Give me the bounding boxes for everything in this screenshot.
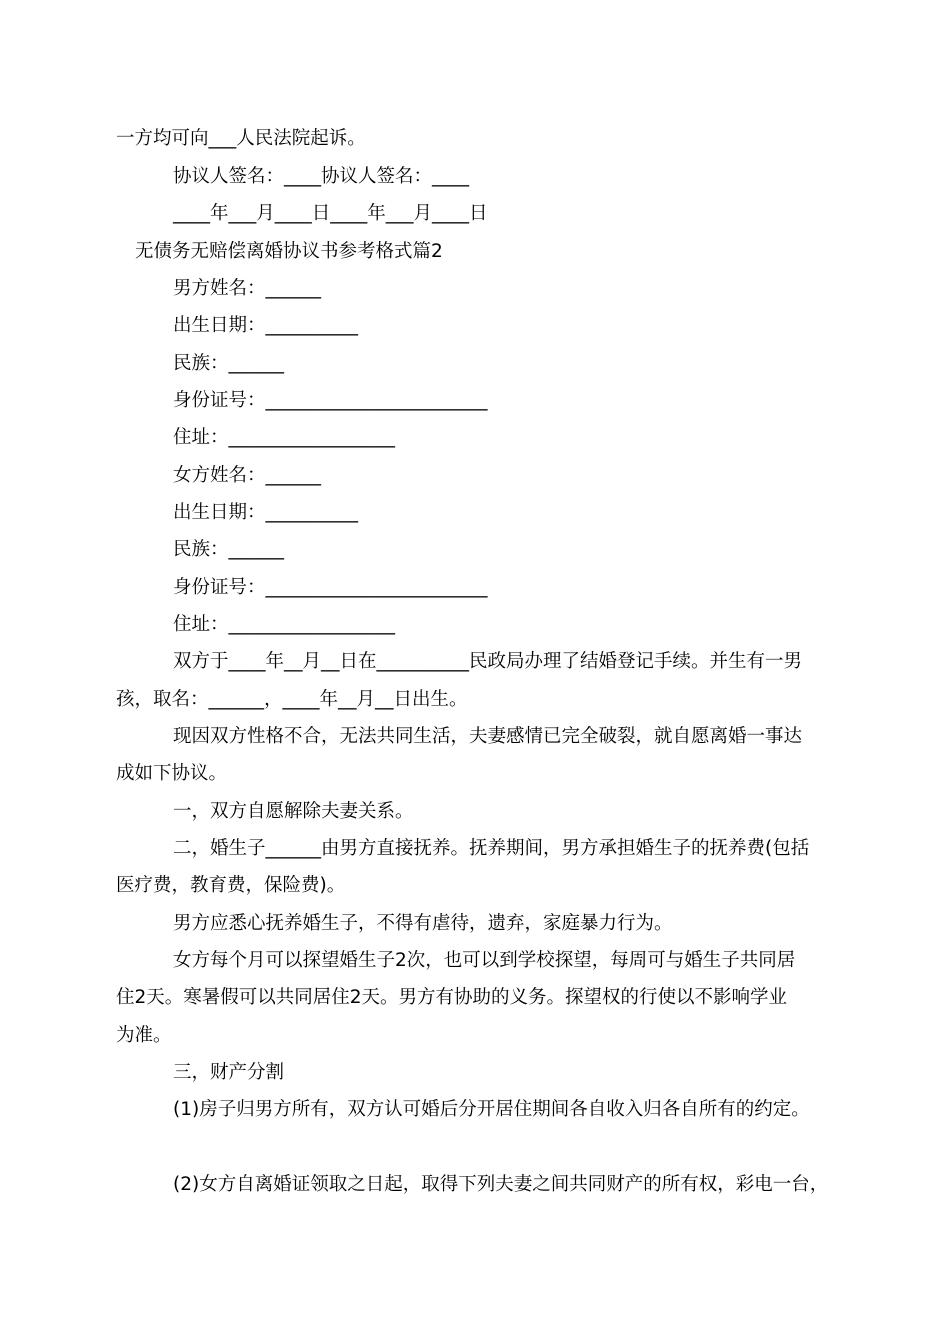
- paragraph-line: 医疗费，教育费，保险费)。: [116, 875, 346, 896]
- date-line: ____年___月____日____年___月____日: [173, 203, 488, 224]
- paragraph-line: 现因双方性格不合，无法共同生活，夫妻感情已完全破裂，就自愿离婚一事达: [173, 726, 803, 747]
- paragraph-line: 女方每个月可以探望婚生子2次，也可以到学校探望，每周可与婚生子共同居: [173, 950, 796, 971]
- paragraph-line: 男方应悉心抚养婚生子，不得有虐待，遗弃，家庭暴力行为。: [173, 913, 673, 934]
- paragraph-line: (2)女方自离婚证领取之日起，取得下列夫妻之间共同财产的所有权，彩电一台，: [173, 1174, 829, 1195]
- signature-line: 协议人签名：____协议人签名：____: [173, 166, 470, 187]
- paragraph-line: 住2天。寒暑假可以共同居住2天。男方有协助的义务。探望权的行使以不影响学业: [116, 987, 788, 1008]
- paragraph-line: 双方于____年__月__日在__________民政局办理了结婚登记手续。并生有一男: [173, 651, 803, 672]
- field-male-id-number: 身份证号：________________________: [173, 390, 488, 411]
- field-male-birthdate: 出生日期：__________: [173, 315, 359, 336]
- clause-two: 二，婚生子______由男方直接抚养。抚养期间，男方承担婚生子的抚养费(包括: [173, 838, 810, 859]
- field-female-ethnicity: 民族：______: [173, 539, 285, 560]
- section-title: 无债务无赔偿离婚协议书参考格式篇2: [135, 241, 443, 262]
- paragraph-line: (1)房子归男方所有，双方认可婚后分开居住期间各自收入归各自所有的约定。: [173, 1099, 810, 1120]
- field-male-address: 住址：__________________: [173, 427, 396, 448]
- clause-one: 一，双方自愿解除夫妻关系。: [173, 801, 414, 822]
- paragraph-line: 成如下协议。: [116, 763, 228, 784]
- paragraph-line: 一方均可向___人民法院起诉。: [116, 128, 366, 149]
- field-female-name: 女方姓名：______: [173, 465, 322, 486]
- paragraph-line: 孩，取名：______，____年__月__日出生。: [116, 689, 468, 710]
- field-female-address: 住址：__________________: [173, 614, 396, 635]
- field-male-name: 男方姓名：______: [173, 278, 322, 299]
- clause-three-heading: 三，财产分割: [173, 1062, 285, 1083]
- field-female-id-number: 身份证号：________________________: [173, 577, 488, 598]
- field-male-ethnicity: 民族：______: [173, 353, 285, 374]
- paragraph-line: 为准。: [116, 1025, 172, 1046]
- field-female-birthdate: 出生日期：__________: [173, 502, 359, 523]
